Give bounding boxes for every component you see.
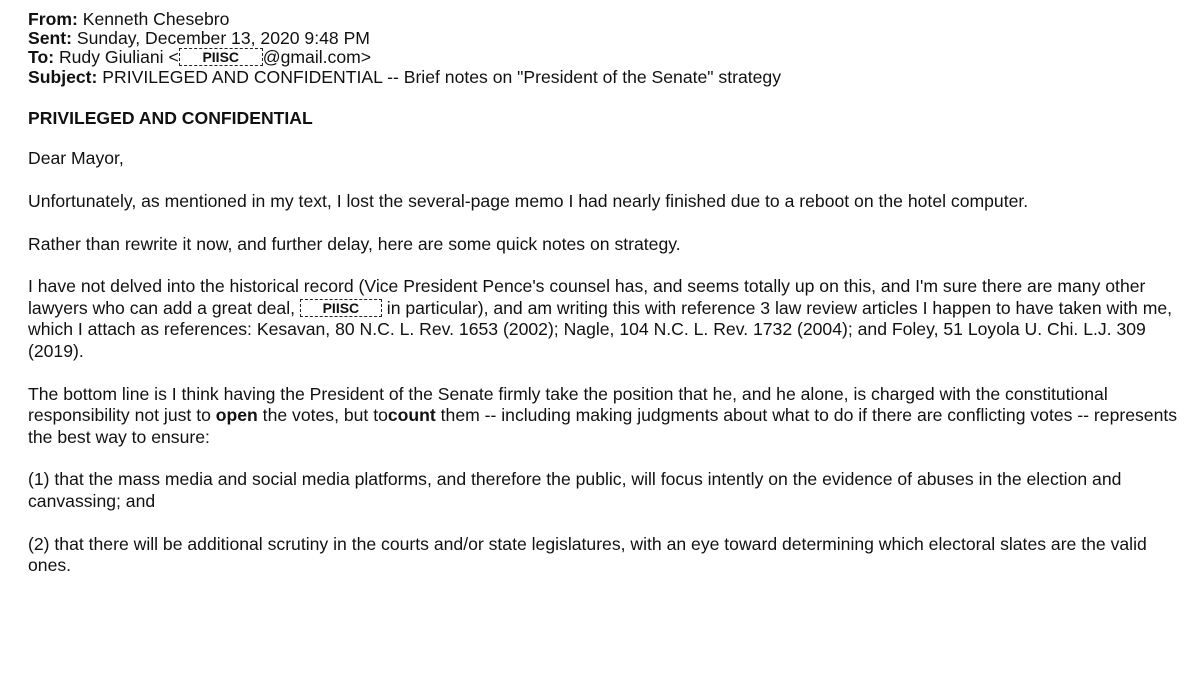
subject-label: Subject:	[28, 66, 98, 87]
paragraph-3	[28, 276, 1178, 362]
emphasis-open: open	[215, 405, 258, 426]
paragraph-4-text-a: The bottom line is I think having the President of the Senate firmly take the position that he, and he alone, is charged with the constitutional responsibility not just to	[28, 383, 1108, 426]
paragraph-5: (1) that the mass media and social media platforms, and therefore the public, will focus intently on the evidence of abuses in the election and canvassing; and	[28, 469, 1122, 511]
paragraph-6: (2) that there will be additional scrutiny in the courts and/or state legislatures, with an eye toward determining which electoral slates are the valid ones.	[28, 533, 1147, 576]
paragraph-4	[28, 384, 1178, 449]
paragraph-3-text-a: I have not delved into the historical record (Vice President Pence's counsel has, and seems totally up on this, and I'm sure there are many other lawyers who can add a great deal,	[28, 276, 1146, 318]
paragraph-3-text-b: in particular), and am writing this with reference 3 law review articles I happen to have taken with me, which I attach as references: Kesavan, 80 N.C. L. Rev. 1653 (2002); Nagle, 104 N.C. L. Rev. 1732 (2004); and Foley, 51 Loyola U. Chi. L.J. 309 (2019).	[28, 297, 1173, 361]
privileged-heading: PRIVILEGED AND CONFIDENTIAL	[28, 107, 313, 128]
to-label: To:	[28, 47, 55, 68]
to-suffix: @gmail.com>	[262, 47, 372, 68]
sent-value: Sunday, December 13, 2020 9:48 PM	[76, 28, 370, 49]
paragraph-4-text-c: them -- including making judgments about what to do if there are conflicting votes -- represents the best way to ensure:	[28, 405, 1178, 447]
redaction-box: PIISC	[179, 48, 263, 66]
email-document	[28, 10, 1188, 577]
subject-value: PRIVILEGED AND CONFIDENTIAL -- Brief notes on "President of the Senate" strategy	[102, 66, 782, 87]
from-line	[28, 10, 1188, 29]
from-label: From:	[28, 9, 78, 29]
email-header	[28, 10, 1188, 87]
paragraph-2: Rather than rewrite it now, and further delay, here are some quick notes on strategy.	[28, 233, 681, 254]
subject-line	[28, 68, 1188, 87]
sent-label: Sent:	[28, 28, 72, 49]
from-value: Kenneth Chesebro	[82, 9, 230, 29]
salutation: Dear Mayor,	[28, 148, 124, 169]
redaction-box: PIISC	[300, 299, 382, 317]
to-prefix: Rudy Giuliani <	[58, 47, 179, 68]
emphasis-count: count	[387, 405, 436, 426]
to-line	[28, 48, 1188, 67]
sent-line	[28, 29, 1188, 48]
paragraph-1: Unfortunately, as mentioned in my text, I lost the several-page memo I had nearly finished due to a reboot on the hotel computer.	[28, 191, 1029, 211]
paragraph-4-text-b: the votes, but to	[257, 405, 388, 426]
